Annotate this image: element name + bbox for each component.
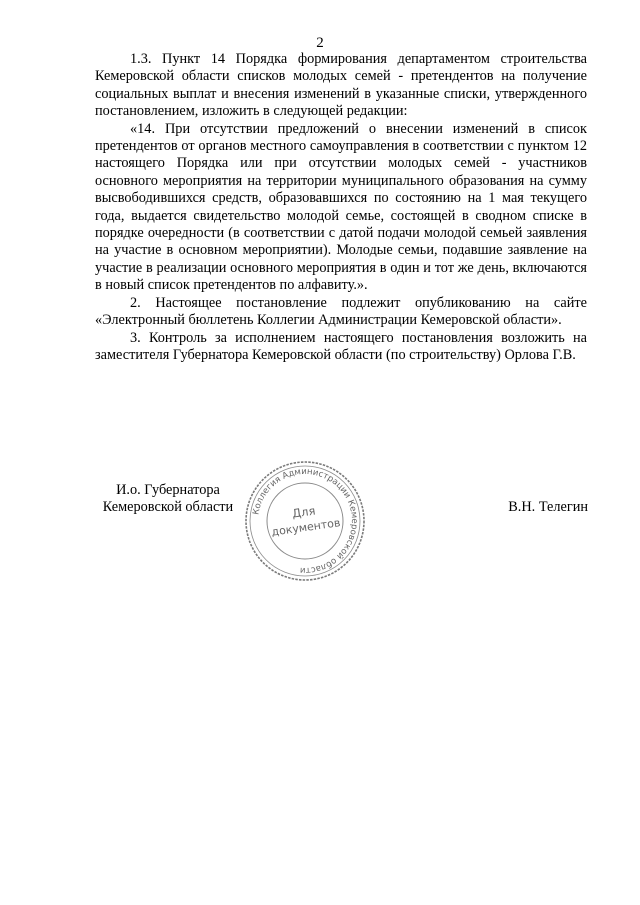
page-number: 2 bbox=[316, 35, 324, 51]
paragraph-quoted-item-14: «14. При отсутствии предложений о внесении изменений в список претендентов от органов местного самоуправления в соответствии с пунктом 12 настоящего Порядка или при отсутствии молодых семей - участников основного мероприятия на территории муниципального образования на сумму высвободившихся средств, образовавшихся по состоянию на 1 мая текущего года, выдается свидетельство молодой семье, состоящей в сводном списке в порядке очередности (в соответствии с датой подачи молодой семьей заявления на участие в основном мероприятии). Молодые семьи, подавшие заявление на участие в реализации основного мероприятия в один и тот же день, включаются в новый список претендентов по алфавиту.». bbox=[95, 120, 587, 294]
document-body bbox=[95, 51, 587, 364]
signatory-title-line-2: Кемеровской области bbox=[102, 499, 234, 516]
paragraph-2-publication: 2. Настоящее постановление подлежит опубликованию на сайте «Электронный бюллетень Коллегии Администрации Кемеровской области». bbox=[95, 294, 587, 329]
paragraph-3-control: 3. Контроль за исполнением настоящего постановления возложить на заместителя Губернатора Кемеровской области (по строительству) Орлова Г.В. bbox=[95, 329, 587, 363]
official-seal-stamp bbox=[243, 459, 367, 583]
signatory-name: В.Н. Телегин bbox=[508, 499, 588, 515]
signatory-title-line-1: И.о. Губернатора bbox=[116, 482, 220, 498]
paragraph-1-3: 1.3. Пункт 14 Порядка формирования департаментом строительства Кемеровской области списков молодых семей - претендентов на получение социальных выплат и внесения изменений в указанные списки, утвержденного постановлением, изложить в следующей редакции: bbox=[95, 51, 587, 120]
signatory-title bbox=[98, 482, 238, 517]
seal-ring-text: Коллегия Администрации Кемеровской области bbox=[251, 466, 360, 576]
signature-block bbox=[0, 466, 640, 598]
seal-center-line-2: документов bbox=[270, 516, 342, 539]
seal-center-line-1: Для bbox=[291, 503, 317, 521]
